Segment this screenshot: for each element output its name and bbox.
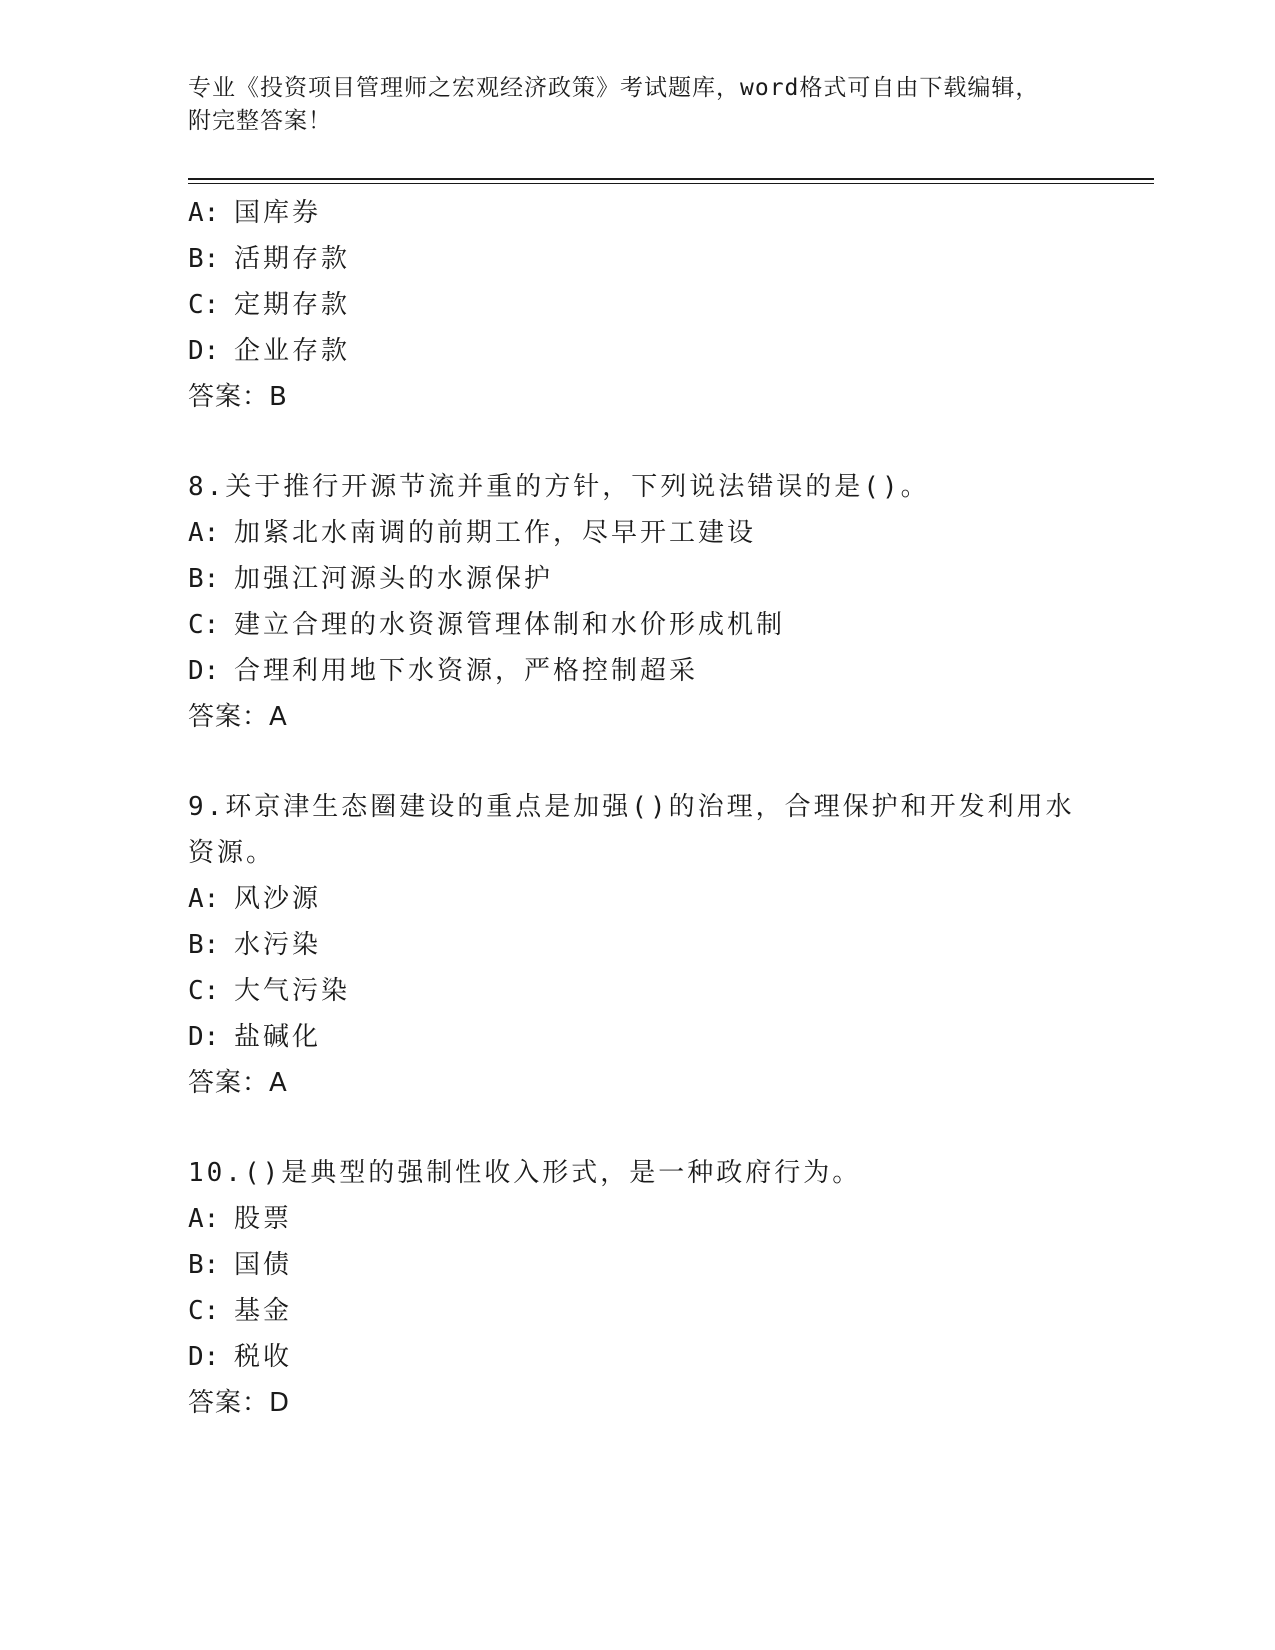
question-text-line-2: 资源。: [188, 838, 276, 868]
option-d: [188, 648, 1088, 694]
header-line-2: 附完整答案！: [188, 108, 332, 134]
spacer: [188, 1106, 1088, 1150]
option-d: [188, 1334, 1088, 1380]
option-letter: B:: [188, 564, 220, 594]
option-c: [188, 1288, 1088, 1334]
option-text: 风沙源: [234, 884, 322, 914]
option-c: [188, 602, 1088, 648]
document-body: [188, 190, 1088, 1426]
option-text: 股票: [234, 1204, 293, 1234]
option-text: 活期存款: [234, 244, 351, 274]
option-text: 建立合理的水资源管理体制和水价形成机制: [234, 610, 786, 640]
option-b: [188, 556, 1088, 602]
option-letter: A:: [188, 1204, 220, 1234]
question-8-block: [188, 464, 1088, 740]
question-text: 10.()是典型的强制性收入形式，是一种政府行为。: [188, 1158, 862, 1188]
option-letter: B:: [188, 1250, 220, 1280]
option-text: 定期存款: [234, 290, 351, 320]
option-text: 加紧北水南调的前期工作，尽早开工建设: [234, 518, 757, 548]
option-letter: A:: [188, 884, 220, 914]
spacer: [188, 420, 1088, 464]
option-text: 企业存款: [234, 336, 351, 366]
option-letter: C:: [188, 610, 220, 640]
question-10-block: [188, 1150, 1088, 1426]
option-b: [188, 1242, 1088, 1288]
header-line-1: 专业《投资项目管理师之宏观经济政策》考试题库，word格式可自由下载编辑，: [188, 75, 1040, 101]
option-a: [188, 1196, 1088, 1242]
option-text: 加强江河源头的水源保护: [234, 564, 554, 594]
answer-line: 答案：B: [188, 382, 288, 412]
option-letter: D:: [188, 336, 220, 366]
option-a: [188, 190, 1088, 236]
answer-line: 答案：A: [188, 1068, 288, 1098]
option-letter: C:: [188, 976, 220, 1006]
option-d: [188, 328, 1088, 374]
option-a: [188, 510, 1088, 556]
option-text: 国债: [234, 1250, 293, 1280]
header-divider-thin: [188, 183, 1154, 184]
option-letter: D:: [188, 656, 220, 686]
option-text: 国库券: [234, 198, 322, 228]
option-c: [188, 968, 1088, 1014]
answer-line: 答案：A: [188, 702, 288, 732]
question-text-line-1: 9.环京津生态圈建设的重点是加强()的治理，合理保护和开发利用水: [188, 792, 1075, 822]
option-letter: C:: [188, 290, 220, 320]
option-text: 水污染: [234, 930, 322, 960]
option-text: 盐碱化: [234, 1022, 322, 1052]
option-letter: C:: [188, 1296, 220, 1326]
option-letter: D:: [188, 1342, 220, 1372]
spacer: [188, 740, 1088, 784]
option-a: [188, 876, 1088, 922]
header-divider-thick: [188, 178, 1154, 180]
question-9-block: [188, 784, 1088, 1106]
document-header: [188, 72, 1088, 138]
answer-line: 答案：D: [188, 1388, 291, 1418]
question-text: 8.关于推行开源节流并重的方针，下列说法错误的是()。: [188, 472, 930, 502]
option-d: [188, 1014, 1088, 1060]
option-b: [188, 922, 1088, 968]
option-text: 大气污染: [234, 976, 351, 1006]
option-letter: B:: [188, 930, 220, 960]
option-text: 基金: [234, 1296, 293, 1326]
option-letter: A:: [188, 198, 220, 228]
option-letter: B:: [188, 244, 220, 274]
option-letter: D:: [188, 1022, 220, 1052]
option-text: 合理利用地下水资源，严格控制超采: [234, 656, 699, 686]
question-7-block: [188, 190, 1088, 420]
option-letter: A:: [188, 518, 220, 548]
option-c: [188, 282, 1088, 328]
option-text: 税收: [234, 1342, 293, 1372]
option-b: [188, 236, 1088, 282]
